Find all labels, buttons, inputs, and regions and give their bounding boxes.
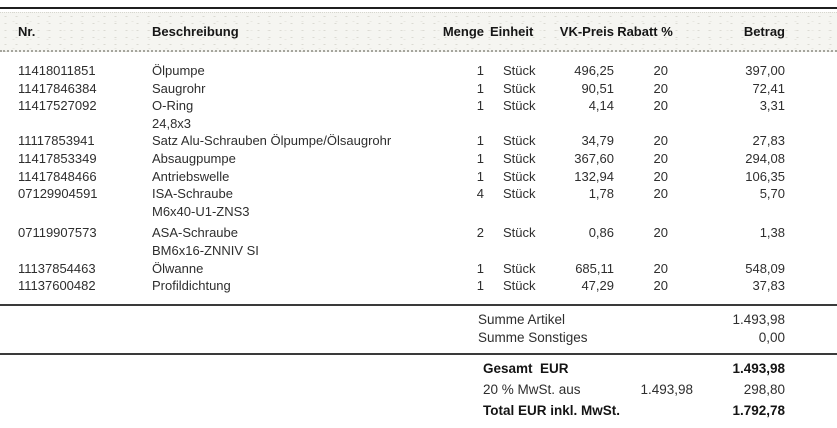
total-label-mwst: 20 % MwSt. aus — [483, 382, 581, 397]
cell-beschreibung-line2: BM6x16-ZNNIV SI — [152, 242, 259, 258]
table-row — [18, 260, 785, 278]
table-row — [18, 97, 785, 115]
cell-rabatt: 20 — [653, 168, 668, 184]
cell-betrag: 72,41 — [752, 80, 785, 96]
total-mid-value — [628, 400, 693, 421]
cell-beschreibung-line2: 24,8x3 — [152, 115, 192, 131]
table-row — [18, 62, 785, 80]
cell-beschreibung: Antriebswelle — [152, 168, 230, 184]
cell-nr: 11417846384 — [18, 80, 97, 96]
subtotal-label: Summe Sonstiges — [478, 330, 588, 345]
total-row — [18, 400, 785, 421]
table-row-continuation — [18, 203, 785, 221]
column-header-nr: Nr. — [18, 24, 36, 39]
column-header-betrag: Betrag — [743, 24, 785, 39]
subtotal-row — [18, 329, 785, 347]
cell-beschreibung: Profildichtung — [152, 278, 231, 294]
cell-menge: 2 — [476, 225, 484, 241]
cell-einheit: Stück — [503, 80, 536, 96]
cell-rabatt: 20 — [653, 63, 668, 78]
cell-rabatt: 20 — [653, 150, 668, 166]
cell-rabatt: 20 — [653, 225, 668, 241]
total-mid-value — [628, 358, 693, 379]
cell-beschreibung: Ölpumpe — [152, 63, 205, 78]
cell-menge: 1 — [476, 133, 484, 149]
cell-einheit: Stück — [503, 278, 536, 294]
cell-betrag: 3,31 — [759, 98, 785, 114]
cell-beschreibung: ASA-Schraube — [152, 225, 238, 241]
column-header-einheit: Einheit — [490, 24, 534, 39]
subtotal-value: 1.493,98 — [732, 312, 785, 327]
cell-nr: 07119907573 — [18, 225, 97, 241]
total-value-gesamt: 1.493,98 — [732, 361, 785, 376]
total-row — [18, 379, 785, 400]
totals-section — [0, 358, 837, 421]
subtotal-value: 0,00 — [758, 330, 785, 345]
cell-betrag: 27,83 — [752, 133, 785, 149]
cell-menge: 1 — [476, 98, 484, 114]
cell-beschreibung: Satz Alu-Schrauben Ölpumpe/Ölsaugrohr — [152, 133, 392, 149]
cell-beschreibung: Saugrohr — [152, 80, 206, 96]
cell-vk-preis: 132,94 — [574, 168, 614, 184]
cell-rabatt: 20 — [653, 186, 668, 202]
cell-einheit: Stück — [503, 225, 536, 241]
cell-vk-preis: 367,60 — [574, 150, 614, 166]
cell-rabatt: 20 — [653, 133, 668, 149]
table-row — [18, 224, 785, 242]
cell-menge: 1 — [476, 80, 484, 96]
subtotal-row — [18, 311, 785, 329]
subtotal-rule — [0, 304, 837, 306]
cell-nr: 11417848466 — [18, 168, 97, 184]
cell-nr: 11137854463 — [18, 260, 96, 276]
table-row-continuation — [18, 115, 785, 133]
cell-menge: 1 — [476, 168, 484, 184]
table-row — [18, 168, 785, 186]
cell-vk-preis: 496,25 — [574, 63, 614, 78]
cell-rabatt: 20 — [653, 278, 668, 294]
total-value-mwst: 298,80 — [743, 382, 785, 397]
cell-menge: 1 — [476, 278, 484, 294]
column-header-rabatt: Rabatt % — [617, 24, 673, 39]
cell-rabatt: 20 — [653, 98, 668, 114]
cell-vk-preis: 685,11 — [575, 260, 614, 276]
total-value-total-inkl-mwst: 1.792,78 — [732, 403, 785, 418]
cell-beschreibung: Ölwanne — [152, 260, 204, 276]
cell-betrag: 106,35 — [745, 168, 785, 184]
cell-betrag: 1,38 — [759, 225, 785, 241]
cell-menge: 1 — [476, 150, 484, 166]
cell-betrag: 5,70 — [759, 186, 785, 202]
cell-nr: 11417527092 — [18, 98, 97, 114]
subtotal-section — [0, 311, 837, 347]
table-row — [18, 277, 785, 295]
cell-rabatt: 20 — [653, 260, 668, 276]
cell-betrag: 294,08 — [745, 150, 785, 166]
cell-nr: 11418011851 — [18, 63, 96, 78]
cell-menge: 1 — [476, 63, 484, 78]
table-body — [0, 57, 837, 295]
cell-vk-preis: 1,78 — [588, 186, 614, 202]
cell-menge: 4 — [476, 186, 484, 202]
cell-einheit: Stück — [503, 63, 536, 78]
cell-einheit: Stück — [503, 133, 536, 149]
cell-betrag: 548,09 — [745, 260, 785, 276]
table-row — [18, 80, 785, 98]
cell-vk-preis: 4,14 — [588, 98, 614, 114]
cell-vk-preis: 90,51 — [581, 80, 614, 96]
cell-vk-preis: 0,86 — [588, 225, 614, 241]
table-row — [18, 132, 785, 150]
cell-beschreibung: ISA-Schraube — [152, 186, 233, 202]
total-row — [18, 358, 785, 379]
total-rule — [0, 353, 837, 355]
cell-betrag: 397,00 — [745, 63, 785, 78]
cell-rabatt: 20 — [653, 80, 668, 96]
column-header-vk-preis: VK-Preis — [559, 24, 614, 39]
cell-einheit: Stück — [503, 98, 536, 114]
top-rule — [0, 7, 837, 9]
table-row — [18, 185, 785, 203]
cell-einheit: Stück — [503, 168, 536, 184]
table-header-row — [0, 12, 837, 52]
cell-nr: 11117853941 — [18, 133, 95, 149]
cell-beschreibung-line2: M6x40-U1-ZNS3 — [152, 203, 250, 219]
cell-beschreibung: O-Ring — [152, 98, 194, 114]
cell-einheit: Stück — [503, 260, 536, 276]
cell-nr: 11137600482 — [18, 278, 96, 294]
total-mid-value-mwst-base: 1.493,98 — [640, 382, 693, 397]
column-header-menge: Menge — [442, 24, 484, 39]
table-row-continuation — [18, 242, 785, 260]
cell-nr: 11417853349 — [18, 150, 97, 166]
cell-menge: 1 — [476, 260, 484, 276]
cell-einheit: Stück — [503, 150, 536, 166]
total-label-gesamt: Gesamt EUR — [483, 361, 569, 376]
cell-beschreibung: Absaugpumpe — [152, 150, 236, 166]
total-label-total-inkl-mwst: Total EUR inkl. MwSt. — [483, 403, 621, 418]
cell-vk-preis: 47,29 — [581, 278, 614, 294]
column-header-beschreibung: Beschreibung — [152, 24, 239, 39]
cell-vk-preis: 34,79 — [581, 133, 614, 149]
cell-betrag: 37,83 — [752, 278, 785, 294]
table-row — [18, 150, 785, 168]
cell-einheit: Stück — [503, 186, 536, 202]
subtotal-label: Summe Artikel — [478, 312, 566, 327]
cell-nr: 07129904591 — [18, 186, 98, 202]
